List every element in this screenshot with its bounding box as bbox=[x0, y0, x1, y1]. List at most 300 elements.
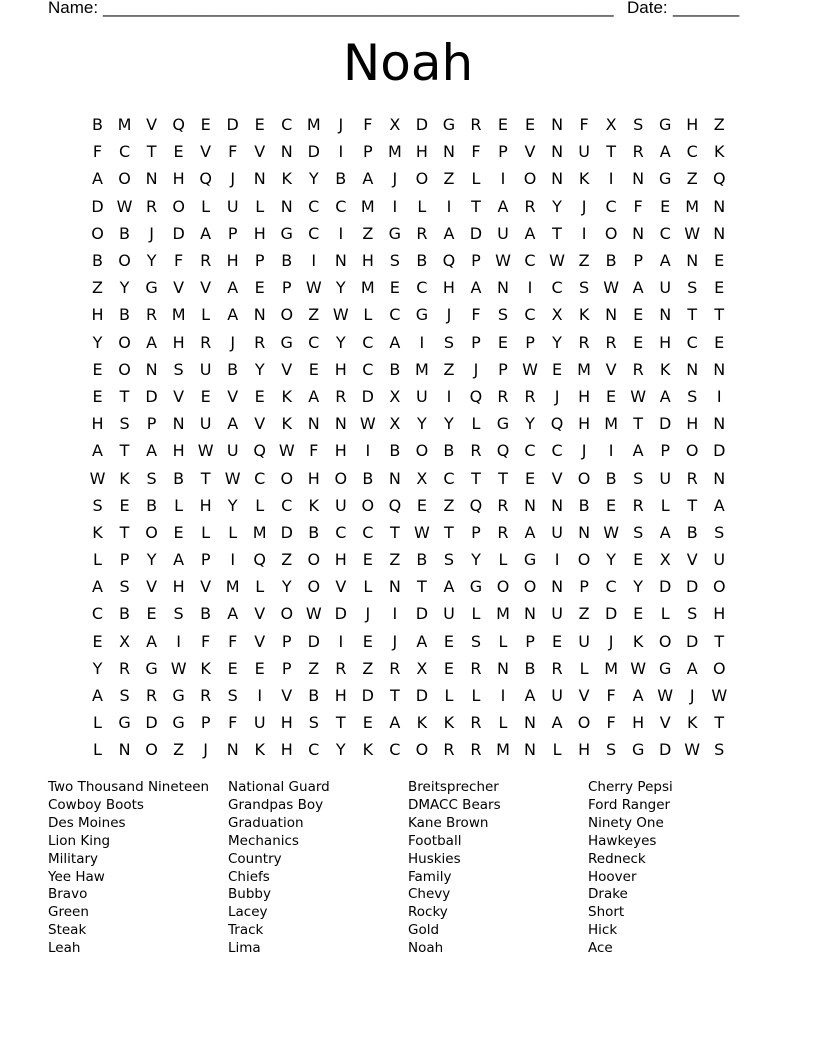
grid-cell: S bbox=[633, 115, 644, 135]
grid-cell: P bbox=[498, 142, 508, 162]
grid-cell: O bbox=[334, 468, 348, 488]
grid-cell: X bbox=[119, 631, 131, 651]
grid-cell: N bbox=[307, 414, 320, 434]
grid-cell: U bbox=[551, 604, 563, 624]
grid-cell: N bbox=[713, 359, 726, 379]
word-item: Huskies bbox=[408, 850, 461, 867]
grid-cell: I bbox=[608, 441, 614, 461]
word-item: Short bbox=[588, 904, 625, 921]
grid-cell: M bbox=[604, 658, 619, 678]
grid-cell: U bbox=[659, 468, 672, 488]
grid-cell: B bbox=[281, 251, 293, 271]
word-item: Hoover bbox=[588, 868, 637, 885]
grid-cell: O bbox=[523, 169, 537, 189]
grid-cell: X bbox=[389, 414, 401, 434]
grid-cell: I bbox=[365, 441, 371, 461]
grid-cell: I bbox=[554, 550, 560, 570]
grid-cell: W bbox=[332, 305, 349, 325]
grid-cell: V bbox=[146, 577, 158, 597]
grid-cell: N bbox=[442, 142, 455, 162]
grid-cell: X bbox=[416, 468, 428, 488]
grid-cell: B bbox=[389, 359, 401, 379]
grid-cell: J bbox=[392, 631, 398, 651]
grid-cell: D bbox=[659, 414, 672, 434]
grid-cell: N bbox=[632, 223, 645, 243]
grid-cell: O bbox=[523, 577, 537, 597]
grid-cell: C bbox=[551, 278, 563, 298]
grid-cell: C bbox=[335, 522, 347, 542]
grid-cell: R bbox=[118, 658, 131, 678]
grid-cell: R bbox=[200, 686, 212, 706]
grid-cell: D bbox=[145, 386, 158, 406]
grid-cell: R bbox=[470, 115, 482, 135]
grid-cell: P bbox=[281, 631, 292, 651]
grid-cell: N bbox=[226, 740, 239, 760]
grid-cell: E bbox=[200, 386, 211, 406]
word-item: National Guard bbox=[228, 779, 330, 795]
grid-cell: D bbox=[145, 713, 158, 733]
grid-cell: V bbox=[686, 550, 698, 570]
grid-cell: G bbox=[118, 713, 131, 733]
grid-cell: A bbox=[524, 522, 536, 542]
grid-cell: A bbox=[713, 495, 725, 515]
grid-cell: U bbox=[199, 359, 212, 379]
grid-cell: K bbox=[281, 386, 292, 406]
grid-cell: L bbox=[255, 196, 265, 216]
grid-cell: H bbox=[334, 359, 347, 379]
grid-cell: D bbox=[172, 223, 185, 243]
grid-cell: Q bbox=[253, 441, 266, 461]
grid-cell: Y bbox=[335, 278, 346, 298]
grid-cell: V bbox=[335, 577, 347, 597]
grid-cell: I bbox=[392, 604, 398, 624]
grid-cell: R bbox=[632, 142, 644, 162]
grid-cell: K bbox=[308, 495, 320, 515]
grid-cell: A bbox=[200, 223, 212, 243]
grid-cell: I bbox=[608, 169, 614, 189]
grid-cell: X bbox=[605, 115, 617, 135]
word-item: Ace bbox=[588, 940, 613, 957]
grid-cell: H bbox=[280, 740, 293, 760]
grid-cell: L bbox=[660, 604, 670, 624]
grid-cell: E bbox=[633, 550, 644, 570]
grid-cell: L bbox=[498, 631, 508, 651]
grid-cell: A bbox=[227, 604, 239, 624]
grid-cell: A bbox=[659, 386, 671, 406]
grid-cell: B bbox=[443, 441, 455, 461]
grid-cell: M bbox=[387, 142, 402, 162]
word-item: Drake bbox=[588, 886, 628, 903]
header-line bbox=[0, 0, 816, 19]
grid-cell: F bbox=[228, 713, 238, 733]
grid-cell: N bbox=[145, 169, 158, 189]
grid-cell: Z bbox=[443, 169, 455, 189]
grid-cell: H bbox=[172, 332, 185, 352]
grid-cell: H bbox=[713, 604, 726, 624]
grid-cell: E bbox=[92, 359, 103, 379]
grid-cell: C bbox=[524, 305, 536, 325]
grid-cell: Y bbox=[227, 495, 238, 515]
grid-cell: O bbox=[685, 441, 699, 461]
word-column bbox=[228, 779, 403, 958]
word-item: Family bbox=[408, 868, 452, 885]
grid-cell: G bbox=[658, 658, 672, 678]
grid-cell: L bbox=[174, 495, 184, 515]
grid-cell: R bbox=[470, 441, 482, 461]
grid-cell: C bbox=[605, 577, 617, 597]
grid-cell: I bbox=[338, 631, 344, 651]
grid-cell: O bbox=[172, 196, 185, 216]
word-item: Lima bbox=[228, 940, 261, 957]
grid-cell: N bbox=[524, 713, 536, 733]
grid-cell: A bbox=[389, 332, 401, 352]
grid-cell: T bbox=[389, 686, 400, 706]
grid-cell: A bbox=[659, 142, 671, 162]
grid-cell: D bbox=[415, 604, 429, 624]
grid-cell: V bbox=[200, 577, 212, 597]
grid-cell: N bbox=[713, 468, 726, 488]
grid-cell: G bbox=[469, 577, 483, 597]
grid-cell: M bbox=[360, 278, 375, 298]
word-item: Leah bbox=[48, 940, 81, 957]
grid-cell: J bbox=[581, 196, 587, 216]
grid-cell: R bbox=[335, 386, 347, 406]
date-blank-line: _______ bbox=[673, 0, 740, 17]
grid-cell: O bbox=[118, 359, 131, 379]
grid-cell: A bbox=[524, 686, 536, 706]
grid-cell: E bbox=[254, 115, 265, 135]
grid-cell: F bbox=[363, 115, 373, 135]
grid-cell: P bbox=[525, 332, 535, 352]
word-item: Breitsprecher bbox=[408, 779, 499, 795]
grid-cell: S bbox=[227, 686, 238, 706]
grid-cell: K bbox=[659, 359, 671, 379]
grid-cell: A bbox=[227, 305, 239, 325]
grid-cell: S bbox=[92, 495, 103, 515]
word-item: Grandpas Boy bbox=[228, 796, 324, 813]
grid-cell: D bbox=[226, 115, 239, 135]
word-column bbox=[408, 779, 583, 958]
grid-cell: B bbox=[605, 251, 617, 271]
grid-cell: Y bbox=[254, 359, 265, 379]
grid-cell: S bbox=[146, 468, 157, 488]
word-item: Football bbox=[408, 832, 462, 849]
grid-cell: W bbox=[413, 522, 430, 542]
grid-cell: I bbox=[338, 223, 344, 243]
grid-cell: F bbox=[309, 441, 319, 461]
grid-cell: P bbox=[363, 142, 373, 162]
grid-cell: R bbox=[200, 332, 212, 352]
grid-cell: T bbox=[687, 495, 698, 515]
grid-cell: K bbox=[578, 305, 590, 325]
grid-cell: F bbox=[174, 251, 184, 271]
grid-cell: R bbox=[146, 686, 158, 706]
word-item: Des Moines bbox=[48, 814, 126, 831]
grid-cell: O bbox=[415, 169, 429, 189]
grid-cell: I bbox=[527, 278, 533, 298]
grid-cell: Q bbox=[442, 251, 456, 271]
grid-cell: G bbox=[442, 115, 456, 135]
grid-cell: Y bbox=[308, 169, 319, 189]
grid-cell: G bbox=[631, 740, 645, 760]
grid-cell: A bbox=[227, 414, 239, 434]
grid-cell: P bbox=[498, 359, 508, 379]
grid-cell: S bbox=[173, 604, 184, 624]
grid-cell: C bbox=[308, 740, 320, 760]
grid-cell: T bbox=[633, 414, 644, 434]
grid-cell: W bbox=[116, 196, 133, 216]
grid-cell: T bbox=[714, 631, 725, 651]
grid-cell: I bbox=[716, 386, 722, 406]
grid-cell: M bbox=[577, 359, 591, 379]
grid-cell: W bbox=[603, 522, 620, 542]
grid-cell: L bbox=[498, 713, 508, 733]
grid-cell: R bbox=[200, 251, 212, 271]
grid-cell: M bbox=[117, 115, 132, 135]
grid-cell: S bbox=[606, 740, 617, 760]
grid-cell: A bbox=[308, 386, 320, 406]
grid-cell: L bbox=[363, 305, 373, 325]
grid-cell: E bbox=[362, 631, 373, 651]
grid-cell: C bbox=[281, 115, 293, 135]
grid-cell: M bbox=[306, 115, 321, 135]
grid-cell: Y bbox=[146, 550, 157, 570]
word-item: Gold bbox=[408, 922, 440, 939]
grid-cell: C bbox=[362, 332, 374, 352]
grid-cell: I bbox=[500, 169, 506, 189]
word-column bbox=[588, 779, 763, 958]
grid-cell: L bbox=[363, 577, 373, 597]
grid-cell: E bbox=[714, 251, 725, 271]
grid-cell: T bbox=[200, 468, 211, 488]
grid-cell: M bbox=[496, 604, 510, 624]
grid-cell: B bbox=[92, 115, 103, 135]
grid-cell: G bbox=[280, 223, 293, 243]
grid-cell: T bbox=[389, 522, 400, 542]
grid-cell: T bbox=[471, 196, 481, 216]
grid-cell: W bbox=[278, 441, 295, 461]
grid-cell: J bbox=[473, 359, 479, 379]
grid-cell: I bbox=[392, 196, 398, 216]
grid-cell: V bbox=[200, 142, 212, 162]
grid-cell: O bbox=[415, 441, 429, 461]
grid-cell: Y bbox=[335, 740, 346, 760]
grid-cell: R bbox=[524, 196, 536, 216]
grid-cell: S bbox=[389, 251, 400, 271]
date-label: Date: bbox=[627, 0, 668, 17]
grid-cell: S bbox=[633, 468, 644, 488]
grid-cell: Q bbox=[496, 441, 510, 461]
grid-cell: F bbox=[228, 142, 238, 162]
grid-cell: C bbox=[389, 305, 401, 325]
grid-cell: P bbox=[200, 713, 211, 733]
grid-cell: J bbox=[149, 223, 154, 243]
grid-cell: N bbox=[253, 169, 266, 189]
grid-cell: S bbox=[308, 713, 319, 733]
grid-cell: N bbox=[497, 278, 509, 298]
grid-cell: T bbox=[471, 468, 481, 488]
grid-cell: B bbox=[200, 604, 212, 624]
grid-cell: E bbox=[606, 386, 617, 406]
grid-cell: J bbox=[230, 169, 236, 189]
grid-cell: T bbox=[146, 142, 157, 162]
grid-cell: H bbox=[659, 332, 672, 352]
grid-cell: F bbox=[228, 631, 238, 651]
grid-cell: A bbox=[470, 278, 482, 298]
grid-cell: K bbox=[200, 658, 211, 678]
grid-cell: A bbox=[551, 713, 563, 733]
grid-cell: O bbox=[577, 713, 591, 733]
grid-cell: D bbox=[361, 386, 374, 406]
grid-cell: E bbox=[551, 631, 563, 651]
grid-cell: G bbox=[496, 414, 510, 434]
grid-cell: H bbox=[172, 577, 185, 597]
grid-cell: R bbox=[146, 305, 158, 325]
word-item: Country bbox=[228, 850, 282, 867]
grid-cell: P bbox=[227, 223, 238, 243]
grid-cell: E bbox=[119, 495, 130, 515]
grid-cell: J bbox=[230, 332, 236, 352]
grid-cell: P bbox=[471, 332, 481, 352]
grid-cell: V bbox=[254, 604, 266, 624]
grid-cell: M bbox=[225, 577, 240, 597]
word-item: Steak bbox=[48, 922, 87, 939]
grid-cell: J bbox=[365, 604, 371, 624]
grid-cell: K bbox=[632, 631, 644, 651]
grid-cell: U bbox=[226, 441, 239, 461]
grid-cell: P bbox=[200, 550, 211, 570]
grid-cell: M bbox=[685, 196, 700, 216]
grid-cell: H bbox=[307, 468, 320, 488]
grid-cell: F bbox=[92, 142, 103, 162]
grid-cell: E bbox=[254, 658, 265, 678]
grid-cell: O bbox=[361, 495, 375, 515]
grid-cell: E bbox=[551, 359, 563, 379]
grid-cell: A bbox=[92, 686, 103, 706]
grid-cell: N bbox=[713, 196, 726, 216]
grid-cell: E bbox=[362, 550, 373, 570]
grid-cell: F bbox=[471, 142, 481, 162]
grid-cell: N bbox=[118, 740, 131, 760]
grid-cell: S bbox=[579, 278, 590, 298]
grid-cell: W bbox=[305, 278, 322, 298]
grid-cell: L bbox=[552, 740, 562, 760]
grid-cell: F bbox=[606, 713, 616, 733]
grid-cell: U bbox=[226, 196, 239, 216]
grid-cell: C bbox=[308, 196, 320, 216]
grid-cell: E bbox=[714, 332, 725, 352]
grid-cell: Q bbox=[172, 115, 185, 135]
grid-cell: Y bbox=[281, 577, 292, 597]
grid-cell: O bbox=[118, 169, 131, 189]
grid-cell: N bbox=[686, 251, 699, 271]
grid-cell: S bbox=[119, 686, 130, 706]
grid-cell: W bbox=[684, 223, 701, 243]
grid-cell: B bbox=[92, 251, 103, 271]
grid-cell: C bbox=[686, 142, 698, 162]
grid-cell: L bbox=[93, 550, 102, 570]
grid-cell: L bbox=[579, 658, 589, 678]
grid-cell: T bbox=[444, 522, 454, 542]
grid-cell: N bbox=[659, 305, 672, 325]
grid-cell: R bbox=[335, 658, 347, 678]
grid-cell: D bbox=[659, 577, 672, 597]
grid-cell: T bbox=[552, 223, 562, 243]
grid-cell: F bbox=[633, 196, 643, 216]
grid-cell: G bbox=[658, 169, 672, 189]
grid-cell: Z bbox=[362, 223, 374, 243]
grid-cell: P bbox=[471, 251, 481, 271]
grid-cell: G bbox=[145, 278, 158, 298]
grid-cell: H bbox=[578, 740, 591, 760]
grid-cell: Z bbox=[281, 550, 293, 570]
grid-cell: K bbox=[281, 414, 292, 434]
grid-cell: E bbox=[633, 305, 644, 325]
grid-cell: A bbox=[632, 278, 644, 298]
grid-cell: A bbox=[416, 631, 428, 651]
grid-cell: D bbox=[686, 631, 699, 651]
grid-cell: T bbox=[417, 577, 427, 597]
letter-grid bbox=[84, 111, 733, 764]
grid-cell: Z bbox=[92, 278, 103, 298]
grid-cell: U bbox=[416, 386, 428, 406]
grid-cell: X bbox=[659, 550, 671, 570]
grid-cell: U bbox=[497, 223, 509, 243]
grid-cell: E bbox=[92, 631, 103, 651]
grid-cell: H bbox=[172, 441, 185, 461]
grid-cell: T bbox=[335, 713, 346, 733]
grid-cell: Y bbox=[92, 658, 103, 678]
grid-cell: J bbox=[689, 686, 695, 706]
grid-cell: O bbox=[118, 251, 131, 271]
name-label: Name: bbox=[48, 0, 99, 17]
grid-cell: V bbox=[173, 386, 185, 406]
grid-cell: E bbox=[633, 604, 644, 624]
grid-cell: E bbox=[524, 115, 536, 135]
grid-cell: T bbox=[119, 441, 130, 461]
grid-cell: R bbox=[146, 196, 158, 216]
grid-cell: J bbox=[446, 305, 452, 325]
grid-cell: V bbox=[254, 142, 266, 162]
grid-cell: R bbox=[497, 386, 509, 406]
word-item: Bravo bbox=[48, 886, 88, 903]
grid-cell: C bbox=[91, 604, 104, 624]
grid-cell: S bbox=[443, 332, 454, 352]
grid-cell: N bbox=[497, 658, 509, 678]
grid-cell: L bbox=[471, 169, 481, 189]
grid-cell: S bbox=[173, 359, 184, 379]
grid-cell: M bbox=[360, 196, 375, 216]
word-item: Rocky bbox=[408, 904, 448, 921]
grid-cell: N bbox=[524, 740, 536, 760]
grid-cell: U bbox=[199, 414, 212, 434]
grid-cell: B bbox=[389, 441, 401, 461]
grid-cell: N bbox=[388, 468, 401, 488]
grid-cell: J bbox=[203, 740, 208, 760]
grid-cell: S bbox=[497, 305, 509, 325]
word-item: Bubby bbox=[228, 886, 271, 903]
grid-cell: H bbox=[280, 713, 293, 733]
grid-cell: K bbox=[443, 713, 455, 733]
grid-cell: I bbox=[230, 550, 236, 570]
grid-cell: E bbox=[633, 332, 644, 352]
grid-cell: B bbox=[119, 305, 131, 325]
word-item: Lacey bbox=[228, 904, 268, 921]
grid-cell: J bbox=[392, 169, 398, 189]
grid-cell: E bbox=[660, 196, 671, 216]
grid-cell: C bbox=[524, 441, 536, 461]
grid-cell: N bbox=[524, 495, 536, 515]
